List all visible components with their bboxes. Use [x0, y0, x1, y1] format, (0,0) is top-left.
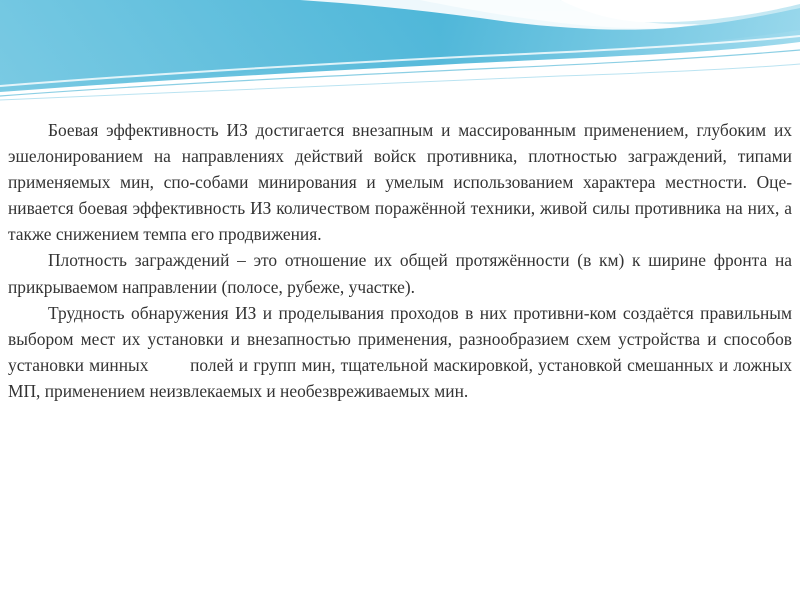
paragraph-1: Боевая эффективность ИЗ достигается внезапным и массированным применением, глубоким их эшелонированием на направлениях действий войск противника, плотностью заграждений, типами применяемых мин, спо-собами минирования и умелым использованием характера местности. Оце-нивается боевая эффективность ИЗ количеством поражённой техники, живой силы противника на них, а также снижением темпа его продвижения. [8, 120, 792, 245]
paragraph-2: Плотность заграждений – это отношение их общей протяжённости (в км) к ширине фронта на прикрываемом направлении (полосе, рубеже, участке). [8, 250, 792, 297]
header-wave-decoration [0, 0, 800, 110]
body-text [8, 117, 797, 404]
paragraph-3: Трудность обнаружения ИЗ и проделывания проходов в них противни-ком создаётся правильным выбором мест их установки и внезапностью применения, разнообразием схем устройства и способов установки минных полей и групп мин, тщательной маскировкой, установкой смешанных и ложных МП, применением неизвлекаемых и необезвреживаемых мин. [8, 302, 797, 401]
